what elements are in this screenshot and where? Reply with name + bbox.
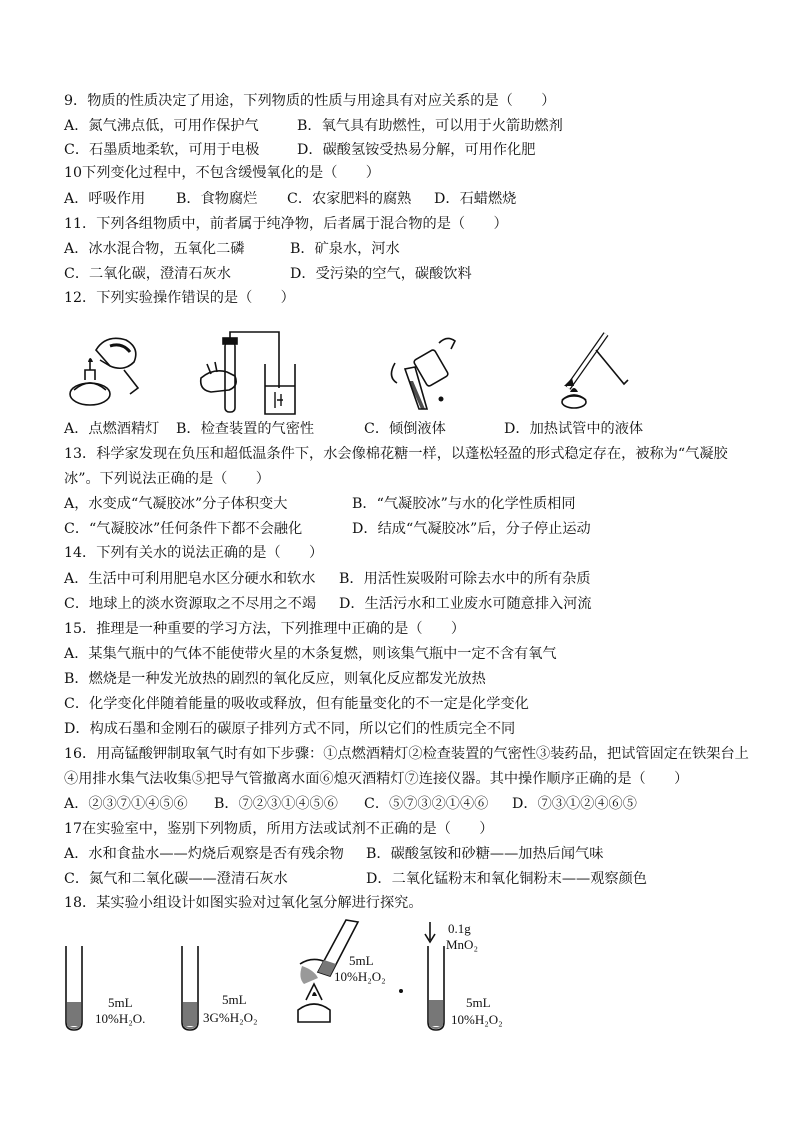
q11-option-b: B．矿泉水，河水 — [290, 241, 400, 257]
q10-stem: 10下列变化过程中，不包含缓慢氧化的是（ ） — [64, 165, 380, 181]
q18-dot-separator — [398, 988, 404, 994]
q14-option-d: D．生活污水和工业废水可随意排入河流 — [339, 596, 592, 612]
q15-option-b: B．燃烧是一种发光放热的剧烈的氧化反应，则氧化反应都发光放热 — [64, 671, 486, 687]
q15-option-c: C．化学变化伴随着能量的吸收或释放，但有能量变化的不一定是化学变化 — [64, 696, 529, 712]
q12-figure-b-airtightness — [195, 334, 305, 420]
q13-option-b: B．“气凝胶冰”与水的化学性质相同 — [352, 496, 576, 512]
q16-stem-line2: ④用排水集气法收集⑤把导气管撤离水面⑥熄灭酒精灯⑦连接仪器。其中操作顺序正确的是（ ） — [64, 771, 689, 787]
q9-option-b: B．氧气具有助燃性，可以用于火箭助燃剂 — [297, 118, 563, 134]
q14-option-b: B．用活性炭吸附可除去水中的所有杂质 — [339, 571, 591, 587]
q18-tube-1-volume: 5mL — [108, 995, 133, 1010]
q9-option-d: D．碳酸氢铵受热易分解，可用作化肥 — [297, 142, 536, 158]
q14-option-a: A．生活中可利用肥皂水区分硬水和软水 — [64, 571, 316, 587]
q16-stem-line1: 16．用高锰酸钾制取氧气时有如下步骤：①点燃酒精灯②检查装置的气密性③装药品，把试管固定在铁架台上 — [64, 746, 749, 762]
q13-stem-line2: 冰”。下列说法正确的是（ ） — [64, 471, 270, 487]
q18-heated-tube-volume: 5mL — [349, 953, 374, 968]
q15-option-d: D．构成石墨和金刚石的碳原子排列方式不同，所以它们的性质完全不同 — [64, 721, 516, 737]
q15-stem: 15．推理是一种重要的学习方法，下列推理中正确的是（ ） — [64, 621, 466, 637]
q18-heated-tube-concentration: 10%H₂O₂ — [334, 969, 386, 984]
q13-option-c: C．“气凝胶冰”任何条件下都不会融化 — [64, 521, 303, 537]
q9-stem: 9．物质的性质决定了用途，下列物质的性质与用途具有对应关系的是（ ） — [64, 93, 556, 109]
q16-option-d: D．⑦③①②④⑥⑤ — [512, 796, 637, 812]
q12-figure-c-pouring-liquid — [385, 333, 475, 413]
q18-stem: 18．某实验小组设计如图实验对过氧化氢分解进行探究。 — [64, 895, 423, 911]
q14-option-c: C．地球上的淡水资源取之不尽用之不竭 — [64, 596, 317, 612]
q10-option-d: D．石蜡燃烧 — [434, 191, 517, 207]
q18-tube-2 — [178, 944, 202, 1034]
q12-option-a: A．点燃酒精灯 — [64, 421, 160, 437]
q12-option-d: D．加热试管中的液体 — [504, 421, 644, 437]
q18-tube-1 — [62, 944, 86, 1034]
q18-tube-4-concentration: 10%H₂O₂ — [451, 1012, 503, 1027]
q15-option-a: A．某集气瓶中的气体不能使带火星的木条复燃，则该集气瓶中一定不含有氧气 — [64, 646, 557, 662]
q12-figure-d-heating-liquid — [548, 330, 638, 415]
q10-option-c: C．农家肥料的腐熟 — [287, 191, 412, 207]
q17-option-b: B．碳酸氢铵和砂糖——加热后闻气味 — [366, 846, 604, 862]
q9-option-a: A．氮气沸点低，可用作保护气 — [64, 118, 259, 134]
q9-option-c: C．石墨质地柔软，可用于电极 — [64, 142, 260, 158]
q18-tube-1-concentration: 10%H₂O. — [95, 1011, 146, 1026]
q12-option-b: B．检查装置的气密性 — [176, 421, 315, 437]
q17-stem: 17在实验室中，鉴别下列物质，所用方法或试剂不正确的是（ ） — [64, 821, 494, 837]
q17-option-a: A．水和食盐水——灼烧后观察是否有残余物 — [64, 846, 344, 862]
q14-stem: 14．下列有关水的说法正确的是（ ） — [64, 545, 324, 561]
q11-option-d: D．受污染的空气，碳酸饮料 — [290, 266, 472, 282]
q12-option-c: C．倾倒液体 — [364, 421, 446, 437]
q11-stem: 11．下列各组物质中，前者属于纯净物，后者属于混合物的是（ ） — [64, 216, 508, 232]
q13-option-a: A，水变成“气凝胶冰”分子体积变大 — [64, 496, 288, 512]
q10-option-a: A．呼吸作用 — [64, 191, 146, 207]
q11-option-c: C．二氧化碳，澄清石灰水 — [64, 266, 231, 282]
q16-option-c: C．⑤⑦③②①④⑥ — [364, 796, 489, 812]
q18-tube-4-catalyst: MnO₂ — [446, 937, 478, 952]
q18-tube-4-volume: 5mL — [466, 995, 491, 1010]
q17-option-d: D．二氧化锰粉末和氧化铜粉末——观察颜色 — [366, 871, 647, 887]
q18-tube-2-concentration: 3G%H₂O₂ — [203, 1010, 258, 1025]
q13-stem-line1: 13．科学家发现在负压和超低温条件下，水会像棉花糖一样，以蓬松轻盈的形式稳定存在，被称为“气凝胶 — [64, 446, 728, 462]
q18-tube-2-volume: 5mL — [222, 992, 247, 1007]
q17-option-c: C．氮气和二氧化碳——澄清石灰水 — [64, 871, 288, 887]
q16-option-a: A．②③⑦①④⑤⑥ — [64, 796, 188, 812]
q13-option-d: D．结成“气凝胶冰”后，分子停止运动 — [352, 521, 591, 537]
q18-tube-4-catalyst-mass: 0.1g — [448, 921, 471, 936]
q12-stem: 12．下列实验操作错误的是（ ） — [64, 290, 295, 306]
q16-option-b: B．⑦②③①④⑤⑥ — [214, 796, 338, 812]
q11-option-a: A．冰水混合物，五氧化二磷 — [64, 241, 245, 257]
q10-option-b: B．食物腐烂 — [176, 191, 258, 207]
q12-figure-a-alcohol-lamp — [66, 330, 146, 412]
